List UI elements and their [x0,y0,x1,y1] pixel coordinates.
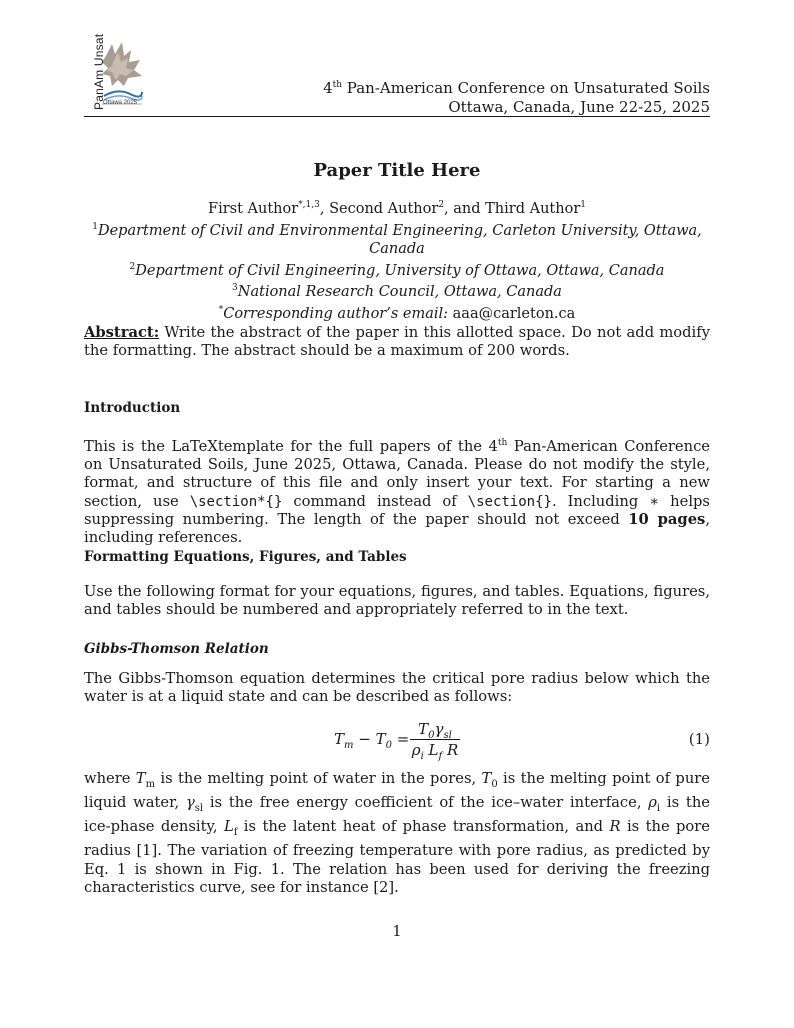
formatting-paragraph: Use the following format for your equations, figures, and tables. Equations, figures, and tables should be numbered and appropriately referred to in the text. [84,583,710,619]
paper-title: Paper Title Here [313,160,481,181]
code-section-star: \section*{} [189,493,283,510]
corresponding-email: aaa@carleton.ca [448,306,576,323]
conference-location-date: Ottawa, Canada, June 22-25, 2025 [448,98,710,116]
equation-denominator: $\rho_i$ $L_f$ R [411,741,459,762]
introduction-heading: Introduction [84,400,181,416]
abstract-text: Write the abstract of the paper in this allotted space. Do not add modify the formatting. The abstract should be a maximum of 200 words. [84,324,710,360]
code-section: \section{} [467,493,552,510]
conference-name: 4th Pan-American Conference on Unsaturated Soils [323,79,710,97]
affiliation-1: $^1$Department of Civil and Environmental Engineering, Carleton University, Ottawa, Canada [92,221,702,257]
page-number: 1 [392,924,402,940]
equation-numerator: $T_0\gamma_{sl}$ [418,720,452,741]
corresponding-author: *Corresponding author’s email: aaa@carleton.ca [218,305,576,323]
equation-number: (1) [688,730,710,748]
gibbs-thomson-paragraph: The Gibbs-Thomson equation determines the critical pore radius below which the water is at a liquid state and can be described as follows: [84,670,710,706]
abstract-label: Abstract: [84,324,160,341]
equation-explanation-paragraph: where $T_m$ is the melting point of water in the pores, $T_0$ is the melting point of pure liquid water, $\gamma_{sl}$ is the free energy coefficient of the ice–water interface, $\rho_i$ is the ice-phase density, $L_f$ is the latent heat of phase transformation, and R is the pore radius [1]. The variation of freezing temperature with pore radius, as predicted by Eq. 1 is shown in Fig. 1. The relation has been used for deriving the freezing characteristics curve, see for instance [2]. [84,770,710,896]
header-rule [84,116,710,117]
logo-text: PanAm Unsat [92,33,106,110]
latex-logo: LaTeX [171,437,218,455]
affiliation-3: $^3$National Research Council, Ottawa, Canada [232,283,562,301]
formatting-heading: Formatting Equations, Figures, and Tables [84,549,407,565]
logo-year: Ottawa 2025 [103,100,138,106]
author-list: First Author$^{*,1,3}$, Second Author$^2$, and Third Author$^1$ [208,200,586,217]
equation-fraction [410,720,460,762]
abstract [84,324,710,360]
equation-1 [84,718,710,762]
affiliation-2: $^2$Department of Civil Engineering, University of Ottawa, Ottawa, Canada [129,261,665,279]
conference-header [323,76,710,117]
gibbs-thomson-heading: Gibbs-Thomson Relation [84,641,269,657]
equation-lhs: $T_m - T_0$ = [334,730,410,751]
author-block [84,196,710,323]
introduction-paragraph: This is the LaTeXtemplate for the full papers of the 4th Pan-American Conference on Unsaturated Soils, June 2025, Ottawa, Canada. Please do not modify the style, format, and structure of this file and only insert your text. For starting a new section, use \section*{} command instead of \section{}. Including ∗ helps suppressing numbering. The length of the paper should not exceed 10 pages, including references. [84,437,710,546]
